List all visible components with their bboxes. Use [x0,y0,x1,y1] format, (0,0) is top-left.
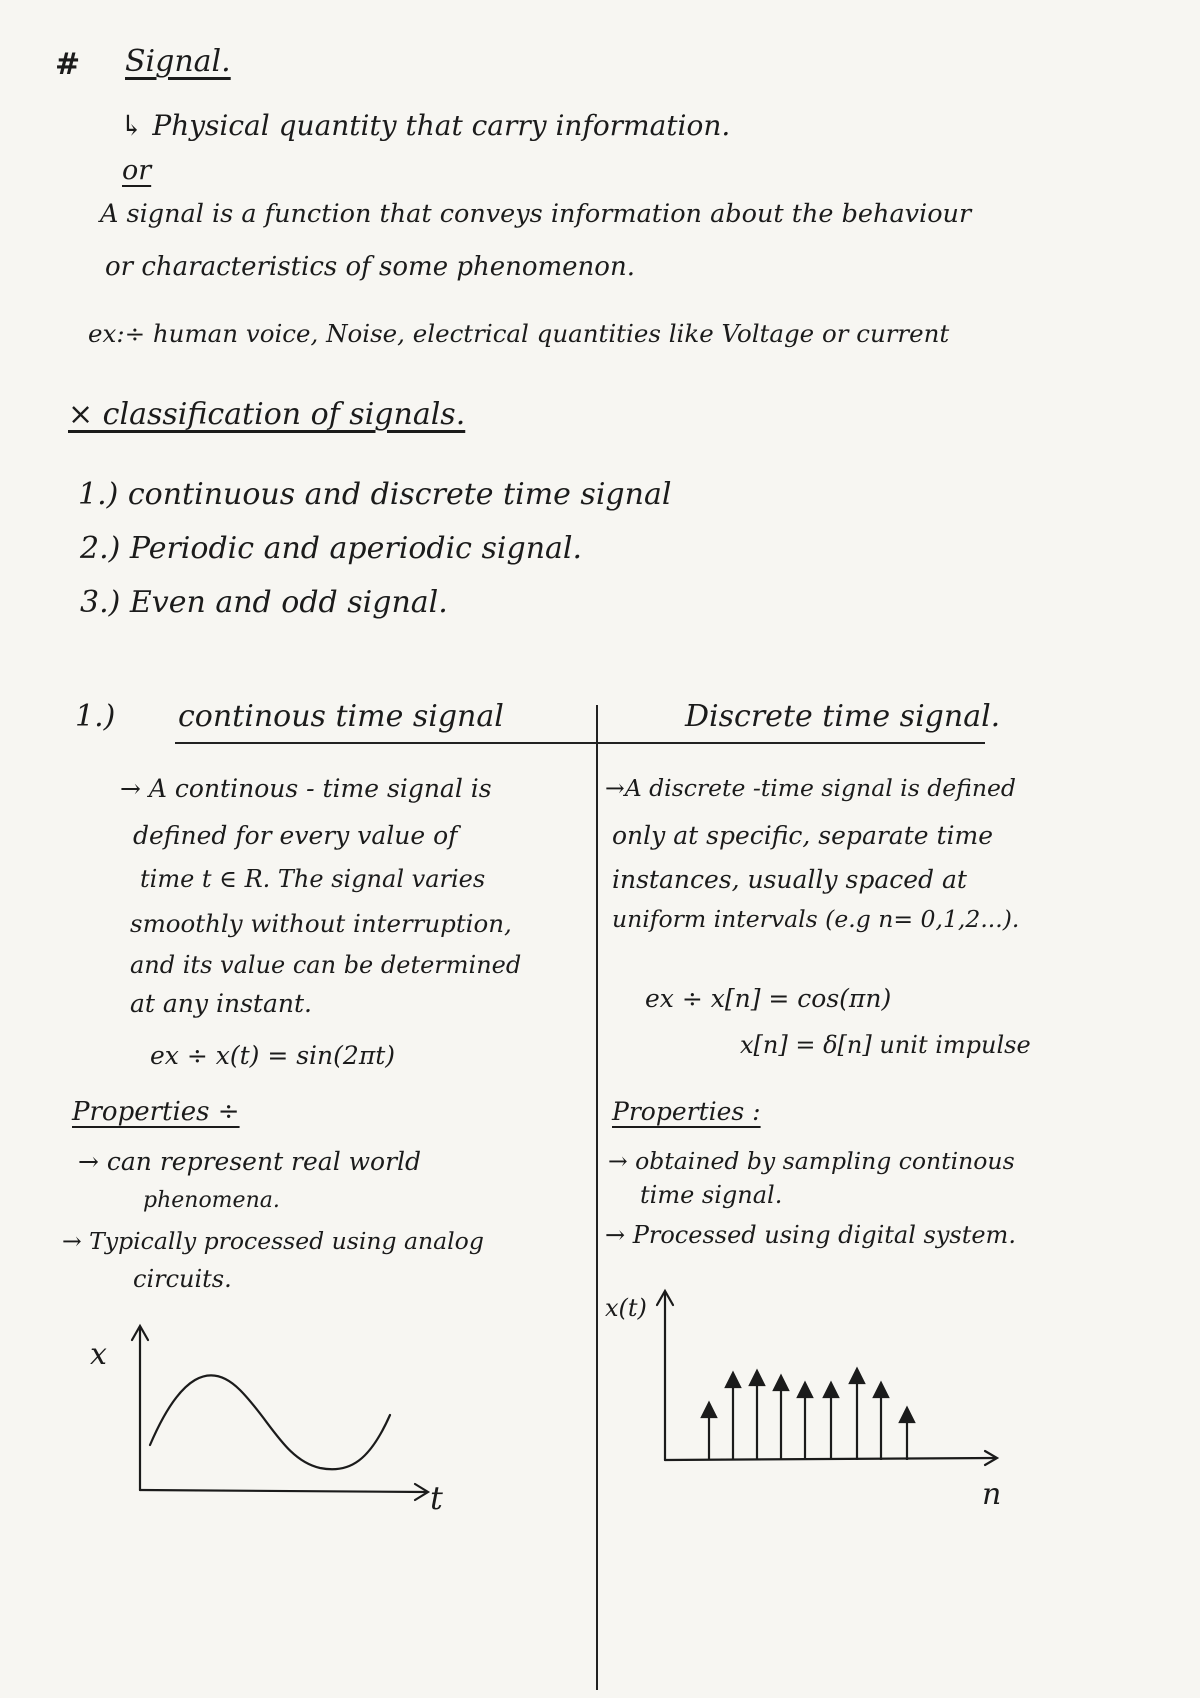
discrete-property-2: → Processed using digital system. [605,1221,1016,1249]
continuous-column-title: continous time signal [178,699,504,734]
continuous-graph-x-label: t [430,1479,443,1517]
stem-3-head [750,1371,764,1385]
discrete-signal-graph [645,1285,1005,1485]
continuous-example: ex ÷ x(t) = sin(2πt) [150,1041,396,1070]
section-number: 1.) [75,699,116,734]
continuous-graph-x-axis [140,1490,425,1492]
definition-line-2: A signal is a function that conveys information about the behaviour [100,199,972,229]
stem-2-head [726,1373,740,1387]
continuous-property-2: → Typically processed using analog [62,1227,484,1255]
stem-6-head [824,1383,838,1397]
discrete-desc-line-3: instances, usually spaced at [612,865,967,894]
classification-item-3: 3.) Even and odd signal. [80,585,448,620]
table-column-divider [596,705,598,1690]
continuous-desc-line-3: time t ∈ R. The signal varies [140,865,486,893]
discrete-desc-line-2: only at specific, separate time [612,821,994,850]
discrete-graph-y-label: x(t) [605,1294,647,1322]
definition-or: or [122,155,152,186]
classification-item-2: 2.) Periodic and aperiodic signal. [80,531,583,566]
stem-8-head [874,1383,888,1397]
discrete-graph-x-label: n [982,1477,1002,1512]
continuous-property-2-cont: circuits. [133,1265,232,1293]
continuous-property-1: → can represent real world [78,1147,422,1176]
classification-title: × classification of signals. [68,397,466,432]
continuous-signal-graph [120,1320,460,1520]
discrete-property-1: → obtained by sampling continous [608,1147,1015,1175]
continuous-desc-line-2: defined for every value of [133,821,458,850]
definition-line-3: or characteristics of some phenomenon. [105,252,635,282]
discrete-properties-title: Properties : [612,1097,761,1126]
discrete-desc-line-4: uniform intervals (e.g n= 0,1,2...). [612,905,1020,933]
definition-line-1: ↳ Physical quantity that carry information. [120,109,731,142]
heading-mark: # [55,47,81,82]
continuous-desc-line-6: at any instant. [130,989,312,1018]
stem-1-head [702,1403,716,1417]
continuous-property-1-cont: phenomena. [143,1188,280,1213]
discrete-stems [702,1369,914,1460]
definition-example: ex:÷ human voice, Noise, electrical quantities like Voltage or current [88,319,950,348]
discrete-example-1: ex ÷ x[n] = cos(πn) [645,984,892,1013]
stem-7-head [850,1369,864,1383]
table-header-rule [175,742,985,744]
stem-4-head [774,1376,788,1390]
discrete-property-1-cont: time signal. [640,1181,783,1209]
stem-5-head [798,1383,812,1397]
continuous-desc-line-4: smoothly without interruption, [130,909,512,938]
continuous-graph-y-label: x [90,1337,107,1372]
classification-item-1: 1.) continuous and discrete time signal [78,477,672,512]
continuous-properties-title: Properties ÷ [72,1097,240,1127]
continuous-desc-line-1: → A continous - time signal is [120,774,492,803]
discrete-column-title: Discrete time signal. [685,699,1001,734]
continuous-desc-line-5: and its value can be determined [130,951,522,979]
page-title: Signal. [125,44,231,79]
discrete-example-2: x[n] = δ[n] unit impulse [740,1031,1031,1059]
continuous-signal-curve [150,1375,390,1469]
discrete-desc-line-1: →A discrete -time signal is defined [605,774,1016,802]
stem-9-head [900,1408,914,1422]
